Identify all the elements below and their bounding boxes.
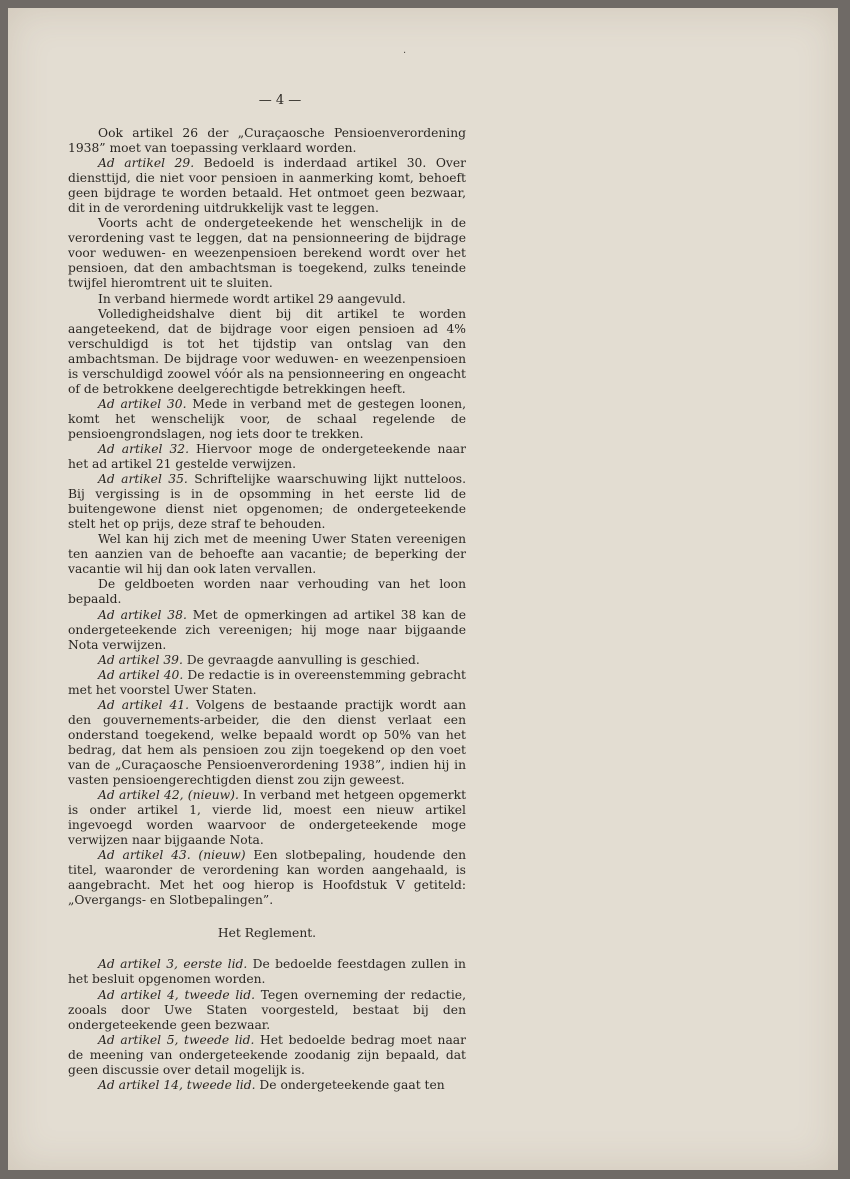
- paragraph: [68, 532, 466, 577]
- article-reference: Ad artikel 32.: [98, 441, 190, 456]
- paragraph: [68, 307, 466, 397]
- paragraph-text: De gevraagde aanvulling is geschied.: [182, 652, 420, 667]
- paragraph: [68, 472, 466, 532]
- article-reference: Ad artikel 43. (nieuw): [98, 848, 246, 863]
- article-reference: Ad artikel 41.: [98, 697, 190, 712]
- paragraph: [68, 668, 466, 698]
- article-reference: Ad artikel 40.: [98, 667, 184, 682]
- paragraph: [68, 653, 466, 668]
- article-reference: Ad artikel 5, tweede lid.: [98, 1032, 255, 1047]
- paragraph-text: Met de opmerkingen ad artikel 38 kan de ondergeteekende zich vereenigen; hij moge naar bijgaande Nota verwijzen.: [68, 607, 467, 652]
- paragraph-text: Voorts acht de ondergeteekende het wenschelijk in de verordening vast te leggen, dat na pensionneering de bijdrage voor weduwen- en weezenpensioen berekend wordt over het pensioen, dat den ambachtsman is toegekend, zulks teneinde twijfel hieromtrent uit te sluiten.: [68, 216, 466, 291]
- paragraph: [68, 957, 466, 987]
- paragraph-text: Bedoeld is inderdaad artikel 30. Over diensttijd, die niet voor pensioen in aanmerking komt, behoeft geen bijdrage te worden betaald. Het ontmoet geen bezwaar, dit in de verordening uitdrukkelijk vast te leggen.: [68, 156, 467, 216]
- paragraph-text: De geldboeten worden naar verhouding van het loon bepaald.: [68, 577, 466, 607]
- paragraph: [68, 788, 466, 848]
- section-articles: [68, 126, 466, 908]
- article-reference: Ad artikel 30.: [98, 396, 187, 411]
- article-reference: Ad artikel 42, (nieuw).: [98, 788, 239, 803]
- page-number: — 4 —: [258, 93, 302, 108]
- paragraph-text: Het bedoelde bedrag moet naar de meening van ondergeteekende zoodanig zijn bepaald, dat geen discussie over detail mogelijk is.: [68, 1032, 466, 1077]
- paragraph-text: Hiervoor moge de ondergeteekende naar het ad artikel 21 gestelde verwijzen.: [68, 441, 467, 472]
- paragraph: [68, 577, 466, 607]
- paragraph: [68, 442, 466, 472]
- paragraph: [68, 397, 466, 442]
- section-heading: Het Reglement.: [217, 926, 317, 941]
- paragraph: [68, 156, 466, 216]
- paragraph: [68, 292, 466, 307]
- paragraph-text: Een slotbepaling, houdende den titel, waaronder de verordening kan worden aangehaald, is aangebracht. Met het oog hierop is Hoofdstuk V getiteld: „Overgangs- en Slotbepalingen”.: [68, 848, 466, 908]
- paragraph-text: In verband hiermede wordt artikel 29 aangevuld.: [98, 291, 406, 306]
- paragraph-text: De bedoelde feestdagen zullen in het besluit opgenomen worden.: [68, 957, 466, 987]
- paragraph: [68, 126, 466, 156]
- article-reference: Ad artikel 39.: [98, 652, 183, 667]
- article-reference: Ad artikel 29.: [98, 156, 195, 171]
- paragraph: [68, 988, 466, 1033]
- paragraph-text: Volgens de bestaande practijk wordt aan den gouvernements-arbeider, die den dienst verlaat een onderstand toegekend, welke bepaald wordt op 50% van het bedrag, dat hem als pensioen zou zijn toegekend op den voet van de „Curaçaosche Pensioenverordening 1938”, indien hij in vasten pensioengerechtigden dienst zou zijn geweest.: [68, 697, 466, 788]
- paragraph: [68, 698, 466, 788]
- paragraph: [68, 848, 466, 908]
- document-body: [68, 126, 466, 1093]
- article-reference: Ad artikel 35.: [98, 472, 188, 487]
- article-reference: Ad artikel 14, tweede lid.: [98, 1077, 256, 1092]
- paragraph-text: Mede in verband met de gestegen loonen, komt het wenschelijk voor, de schaal regelende de pensioengrondslagen, nog iets door te trekken.: [68, 396, 466, 441]
- paragraph-text: Ook artikel 26 der „Curaçaosche Pensioenverordening 1938” moet van toepassing verklaard worden.: [68, 126, 466, 156]
- paragraph-text: Wel kan hij zich met de meening Uwer Staten vereenigen ten aanzien van de behoefte aan vacantie; de beperking der vacantie wil hij dan ook laten vervallen.: [68, 532, 466, 577]
- scan-speck: ·: [403, 48, 407, 59]
- paragraph: [68, 1078, 466, 1093]
- section-reglement: [68, 957, 466, 1092]
- article-reference: Ad artikel 38.: [98, 607, 187, 622]
- paragraph: [68, 608, 466, 653]
- paragraph-text: In verband met hetgeen opgemerkt is onder artikel 1, vierde lid, moest een nieuw artikel ingevoegd worden waarvoor de ondergeteekende moge verwijzen naar bijgaande Nota.: [68, 788, 467, 848]
- paragraph: [68, 216, 466, 291]
- paragraph-text: Volledigheidshalve dient bij dit artikel te worden aangeteekend, dat de bijdrage voor eigen pensioen ad 4% verschuldigd is tot het tijdstip van ontslag van den ambachtsman. De bijdrage voor weduwen- en weezenpensioen is verschuldigd zoowel vóór als na pensionneering en ongeacht of de betrokkene deelgerechtigde betrekkingen heeft.: [68, 306, 466, 396]
- paragraph-text: Schriftelijke waarschuwing lijkt nutteloos. Bij vergissing is in de opsomming in het eerste lid de buitengewone dienst niet opgenomen; de ondergeteekende stelt het op prijs, deze straf te behouden.: [68, 472, 466, 532]
- paragraph-text: De redactie is in overeenstemming gebracht met het voorstel Uwer Staten.: [68, 667, 466, 697]
- paragraph: [68, 1033, 466, 1078]
- article-reference: Ad artikel 3, eerste lid.: [98, 957, 248, 972]
- article-reference: Ad artikel 4, tweede lid.: [98, 987, 256, 1002]
- paragraph-text: Tegen overneming der redactie, zooals door Uwe Staten voorgesteld, bestaat bij den ondergeteekende geen bezwaar.: [68, 987, 466, 1032]
- paragraph-text: De ondergeteekende gaat ten: [255, 1077, 445, 1092]
